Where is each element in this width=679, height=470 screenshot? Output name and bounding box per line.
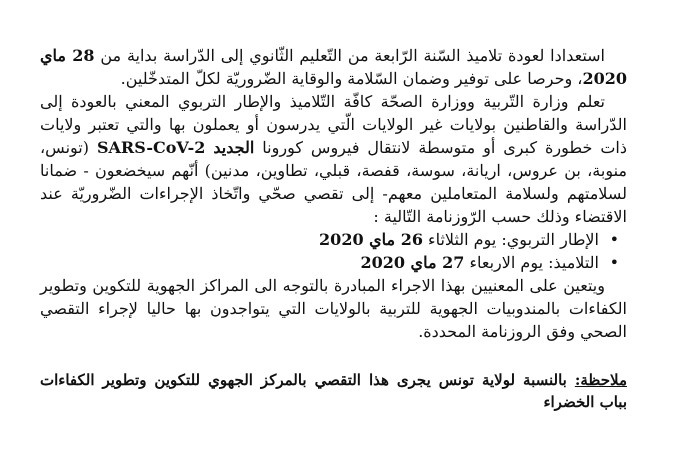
schedule-date: 26 ماي 2020 [319,230,423,249]
intro-text-end: ، وحرصا على توفير وضمان السّلامة والوقاية الضّروريّة لكلّ المتدخّلين. [120,69,583,88]
note-text: بالنسبة لولاية تونس يجرى هذا التقصي بالمركز الجهوي للتكوين وتطوير الكفاءات بباب الخضراء [40,371,627,411]
notice-text-end: (تونس، منوبة، بن عروس، اريانة، سوسة، قفصة، قبلي، تطاوين، مدنين) أنّهم سيخضعون - ضمانا لسلامتهم ولسلامة المتعاملين معهم- إلى تقصي صحّي واتّخاذ الإجراءات الضّروريّة عند الاقتضاء وذلك حسب الرّوزنامة التّالية : [40,138,628,226]
schedule-label: التلاميذ: يوم الاربعاء [469,253,599,272]
note-label: ملاحظة: [574,371,627,389]
ministry-notice-paragraph [40,90,627,228]
virus-label: الجديد [213,138,255,157]
intro-text-start: استعدادا لعودة تلاميذ السّنة الرّابعة من التّعليم الثّانوي إلى الدّراسة بداية من [100,46,605,65]
schedule-date: 27 ماي 2020 [360,253,465,272]
return-date: 28 ماي 2020 [40,46,627,88]
instruction-paragraph: ويتعين على المعنيين بهذا الاجراء المبادرة بالتوجه الى المراكز الجهوية للتكوين وتطوير الكفاءات بالمندوبيات الجهوية للتربية بالولايات التي يتواجدون بها حاليا لإجراء التقصي الصحي وفق الروزنامة المحددة. [40,276,627,341]
schedule-item-staff [40,228,599,251]
intro-paragraph [40,44,627,90]
schedule-label: الإطار التربوي: يوم الثلاثاء [428,230,599,249]
schedule-list [40,228,627,274]
virus-code: SARS-CoV-2 [96,138,206,157]
note-paragraph [40,369,627,413]
notice-text-start: تعلم وزارة التّربية ووزارة الصحّة كافّة التّلاميذ والإطار التربوي المعني بالعودة إلى الدّراسة والقاطنين بولايات غير الولايات الّتي يدرسون أو يعملون بها والتي تعتبر ولايات ذات خطورة كبرى أو متوسطة لانتقال فيروس كورونا [40,92,627,157]
schedule-item-students [40,251,599,274]
